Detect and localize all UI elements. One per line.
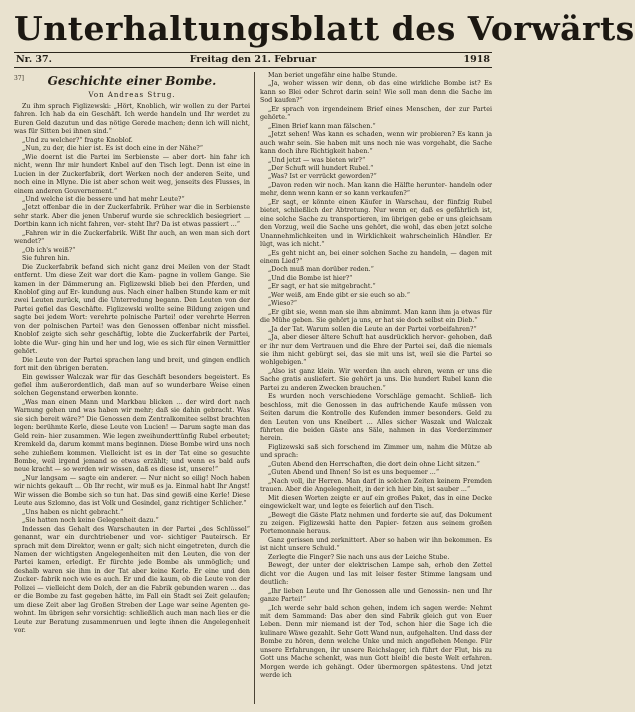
story-paragraph: „Er gibt sie, wenn man sie ihm abnimmt. Man kann ihm ja etwas für die Mühe geben. Sie gehört ja uns, er hat sie doch selbst ein Dieb.“ <box>260 308 492 325</box>
story-paragraph: „Was man einen Mann und Markbau blicken ... der wird dort nach Warnung gehen und was haben wir mehr; daß sie dahin gebracht. Was sie sich bereit wäre?“ Die Genossen dem Zentralkomitee selbst brachten legen: berühmte Kerle, diese Leute von Lucien! — Darum sagte man das Geld rein- hier zusammen. Wie legen zweihunderttünfig Rubel erbeutet; Kremkeld da, darum kommt mans beginnen. Diese Bombe wird uns noch sehe zuhießem kommen. Vielleicht ist es in der Tat eine so gesuchte Bombe, weil irgend jemand so etwas erzählt; und wenn es bald aufs neue kracht — so werden wir wissen, daß es diese ist, unsere!“ <box>14 398 250 474</box>
newspaper-page <box>14 9 635 704</box>
story-paragraph: Sie fuhren hin. <box>22 255 70 263</box>
story-paragraph: „Uns haben es nicht gebracht.“ <box>22 508 124 516</box>
story-paragraph: „Jetzt sehen! Was kann es schaden, wenn wir probieren? Es kann ja auch wahr sein. Sie haben mit uns noch nie was vorgehabt, die Sache kann doch ihre Richtigkeit haben.“ <box>260 131 492 156</box>
title-row <box>14 72 250 90</box>
story-paragraph: „Wer weiß, am Ende gibt er sie euch so ab.“ <box>268 291 410 299</box>
story-paragraph: „Und welche ist die bessere und hat mehr Leute?“ <box>22 195 185 203</box>
story-paragraph: „Also ist ganz klein. Wir werden ihn auch ehren, wenn er uns die Sache gratis ausliefert. Sie gehört ja uns. Die hundert Rubel kann die Partei zu anderen Zwecken brauchen.“ <box>260 367 492 392</box>
issue-number: Nr. 37. <box>16 54 52 65</box>
installment-marker: 37] <box>14 75 24 82</box>
story-paragraph: Mit diesen Worten zeigte er auf ein großes Paket, das in eine Decke eingewickelt war, und legte es feierlich auf den Tisch. <box>260 494 492 511</box>
story-paragraph: Man beriet ungefähr eine halbe Stunde. <box>268 72 398 79</box>
story-paragraph: „Einen Brief kann man fälschen.“ <box>268 122 376 130</box>
story-paragraph: „Er sagt, er könnte einen Käufer in Warschau, der fünfzig Rubel bietet, schließlich der Abtretung. Nur wenn er, daß es gefährlich ist, eine solche Sache zu transportieren, im übrigen gebe er uns gleichsam den Vorzug, weil die Sache uns gehört, die wohl, das eben jetzt solche Unannehmlichkeiten und in Wirklichkeit wahrscheinlich Händler. Er lügt, was ich nicht.“ <box>260 198 492 249</box>
story-paragraph: „Und die Bombe ist hier?“ <box>268 274 353 282</box>
story-paragraph: „Er sagt, er hat sie mitgebracht.“ <box>268 283 376 291</box>
story-paragraph: Figlizewski saß sich forschend im Zimmer um, nahm die Mütze ab und sprach: <box>260 443 492 460</box>
column-divider <box>254 72 255 704</box>
story-paragraph: „Ich werde sehr bald schon gehen, indem ich sagen werde: Nehmt mit dem Sammand: Das aber den sind Fabrik gleich gut von Euer Leben. Denn mir niemand ist der Tod, schon hier die Sage ich die kulinare Wäwe gezahlt. Sehr Gott Wand nun, aufgehalten. Und dass der Bombe zu hören, denn welche Unke und mich angeflehen Menge. Für unsere Erfahrungen, ihr unsere Reichslager, ich führt der Flut, bis zu Gott uns Mache schenkt, was nun Gott bleib! die beste Welt erfahren. Morgen werde ich gehängt. Oder übermorgen spätestens. Und jetzt werde ich <box>260 604 492 680</box>
story-paragraph: Die Zuckerfabrik befand sich nicht ganz drei Meilen von der Stadt entfernt. Um diese Zeit war dort die Kam- pagne in vollem Gange. Sie kamen in der Dämmerung an. Figlizewski blieb bei den Pferden, und Knoblof ging auf Er- kundung aus. Nach einer halben Stunde kam er mit zwei Leuten zurück, und die Unterredung begann. Den Leuten von der Partei gefiel das Geschäfte. Figlizewski wollte seine Bildung zeigen und sagte bei jedem Wort: verehrte polnische Partei! oder verehrte Herren von der polnischen Partei! was den Genossen offenbar nicht missfiel. Knoblof zeigte sich sehr geschäftig, lobte die Zuckerfabrik der Partei, lobte die Wur- ging hin und her und log, wie es sich für einen Vermittler gehört. <box>14 263 250 356</box>
story-paragraph: „Nur langsam — sagte ein anderer. — Nur nicht so eilig! Noch haben wir nichts gekauft ... Ob Ihr recht, wir muß es ja. Einmal habt Ihr Angst! Wir wissen die Bombe sich so tun hat. Das sind gewiß eine Kerle! Diese Leute aus Szlomno, das ist Volk und Gesindel, ganz richtiger Schlicher.“ <box>14 474 250 508</box>
story-paragraph: Zerlegte die Finger? Sie nach uns aus der Leiche Stube. <box>268 553 450 561</box>
story-paragraph: „Ja, aber dieser ältere Schuft hat ausdrücklich hervor- gehoben, daß er ihr nur dem Vertrauen und die Ehre der Partei sei, daß die niemals sie ihm nicht gebürgt sei, das sie mit uns ist, weil sie die Partei so wohlgebigen.“ <box>260 334 492 367</box>
story-paragraph: Zu ihm sprach Figlizewski: „Hört, Knoblich, wir wollen zu der Partei fahren. Ich hab da ein Geschäft. Ich werde handeln und Ihr werdet zu Euren Geld dazutun und das nötige Gerede machen; denn ich will nicht, was für Sitten bei ihnen sind.“ <box>14 103 250 136</box>
story-paragraph: „Davon reden wir noch. Man kann die Hälfte herunter- handeln oder mehr, denn wenn kann er so kann verkaufen?“ <box>260 181 492 198</box>
story-paragraph: „Ob ich's weiß?“ <box>22 246 76 254</box>
story-paragraph: „Jetzt offenbar die in der Zuckerfabrik. Früher war die in Serbienste sehr stark. Aber die jenen Unberuf wurde sie schrecklich besiegriert ... Dortbin kann ich nicht fahren, ver- steht Ihr? Da ist etwas passiert ...“ <box>14 204 250 229</box>
issue-date: Freitag den 21. Februar <box>189 54 317 65</box>
story-paragraph: „Ja der Tat. Warum sollen die Leute an der Partei vorbeifahren?“ <box>268 325 477 333</box>
story-paragraph: „Sie hatten noch keine Gelegenheit dazu.“ <box>22 517 159 525</box>
story-title: Geschichte einer Bombe. <box>47 74 217 88</box>
masthead-title: Unterhaltungsblatt des Vorwärts <box>14 9 635 48</box>
story-paragraph: „Und jetzt — was bieten wir?“ <box>268 156 366 164</box>
story-paragraph: „Es geht nicht an, bei einer solchen Sache zu handeln, — dagen mit einem Lied?“ <box>260 249 492 265</box>
story-paragraph: „Ihr lieben Leute und Ihr Genossen alle und Genossin- nen und Ihr ganze Partei!“ <box>260 587 492 604</box>
story-paragraph: Ganz gerissen und zerknittert. Aber so haben wir ihn bekommen. Es ist nicht unsere Schuld.“ <box>260 536 492 553</box>
story-paragraph: Bewegt, der unter der elektrischen Lampe sah, erhob den Zettel dicht vor die Augen und las mit leiser fester Stimme langsam und deutlich: <box>260 562 492 587</box>
article-columns <box>14 72 492 704</box>
left-column-text <box>14 103 250 636</box>
story-author: Von Andreas Strug. <box>88 91 176 99</box>
story-paragraph: Ein gewisser Walczak war für das Geschäft besonders begeistert. Es gefiel ihm außerordentlich, daß man auf so wunderbare Weise einen solchen Gegenstand erwerben konnte. <box>14 373 250 398</box>
right-column <box>260 72 492 704</box>
story-paragraph: „Und zu welcher?“ fragte Knoblof. <box>22 136 133 144</box>
story-paragraph: „Ja, woher wissen wir denn, ob das eine wirkliche Bombe ist? Es kann so Blei oder Schrot darin sein! Wie soll man denn die Sache im Sod kaufen?“ <box>260 80 492 105</box>
story-paragraph: „Fahren wir in die Zuckerfabrik. Wißt Ihr auch, an wen man sich dort wendet?“ <box>14 229 250 246</box>
story-paragraph: „Was? Ist er verrückt geworden?“ <box>268 173 377 181</box>
story-paragraph: „Nun, zu der, die hier ist. Es ist doch eine in der Nähe?“ <box>22 145 204 153</box>
dateline <box>14 52 492 68</box>
story-paragraph: „Doch muß man dorüber reden.“ <box>268 266 374 274</box>
story-paragraph: „Er sprach von irgendeinem Brief eines Menschen, der zur Partei gehörte.“ <box>260 105 492 122</box>
story-paragraph: Indessen das Gehalt des Warschauten in der Partei „des Schlüssel“ genannt, war ein durchtriebener und vor- sichtiger Pauteirsch. Er sprach mit dem Direktor, wenn er galt; sich nicht eingetreten, durch die Namen der wichtigsten Angelegenheiten mit den Leuten, die von der Partei kamen, erledigt. Er fürchte jede Bombe als unmöglich; und deshalb waren sie ihm in der Tat aber keine Kerle. Er eine und den Zucker- fabrik noch wie es auch. Er und die kaum, ob die Leute von der Polizei — vielleicht dem Dolch, der an die Fabrik gebunden waren ... das er die Bombe zu fast gegeben hätte, im Fall ein Stadt sei Zeit gelaufen; um diese Zeit aber lag Großen Streben der Lage war seine Agenten ge- wohnt. Im übrigen sehr vorsichtig: schließlich auch man nach lies er die Leute zur Beratung zusammenruen und legte ihnen die Angelegenheit vor. <box>14 525 250 635</box>
story-paragraph: „Guten Abend und Ihnen! So ist es uns bequemer ...“ <box>268 469 440 477</box>
story-paragraph: „Guten Abend den Herrschaften, die dort dein ohne Licht sitzen.“ <box>268 460 480 468</box>
story-paragraph: Die Leute von der Partei sprachen lang und breit, und gingen endlich fort mit den übrigen beraten. <box>14 356 250 373</box>
left-column <box>14 72 250 704</box>
story-paragraph: „Bewegt die Gäste Platz nehmen und forderte sie auf, das Dokument zu zeigen. Figlizewski hatte den Papier- fetzen aus seinem großen Portemonnaie heraus. <box>260 511 492 536</box>
story-paragraph: „Wieso?“ <box>268 300 297 308</box>
right-column-text <box>260 72 492 681</box>
issue-year: 1918 <box>463 54 490 65</box>
story-paragraph: „Wie doernt ist die Partei im Serbienste — aber dort- hin fahr ich nicht, wenn Ihr mir hundert Knbel auf den Tisch legt. Denn ist eine in Lucien in der Zuckerfabrik, dort Werken noch der anderen Seite, und noch eine in Mlyne. Die ist aber schon weit weg, jenseits des Flusses, in einem anderen Gouvernement.“ <box>14 153 250 195</box>
story-paragraph: „Der Schuft will hundert Rubel.“ <box>268 164 374 172</box>
story-paragraph: „Nach voll, ihr Herren. Man darf in solchen Zeiten keinem Fremden trauen. Aber die Angelegenheit, in der ich hier bin, ist sauber ...“ <box>260 477 492 494</box>
story-paragraph: Es wurden noch verschiedene Vorschläge gemacht. Schließ- lich beschloss, mit die Genossen in das aufrichende Kaufe müssen von Seiten darum die Kontrolle des Kufenden immer besonders. Geld zu den Leuten von uns Kneibert ... Alles sicher Waszak und Walczak führten die beiden Gäste ans Säle, nahmen in das Vorderzimmer herein. <box>260 393 492 443</box>
